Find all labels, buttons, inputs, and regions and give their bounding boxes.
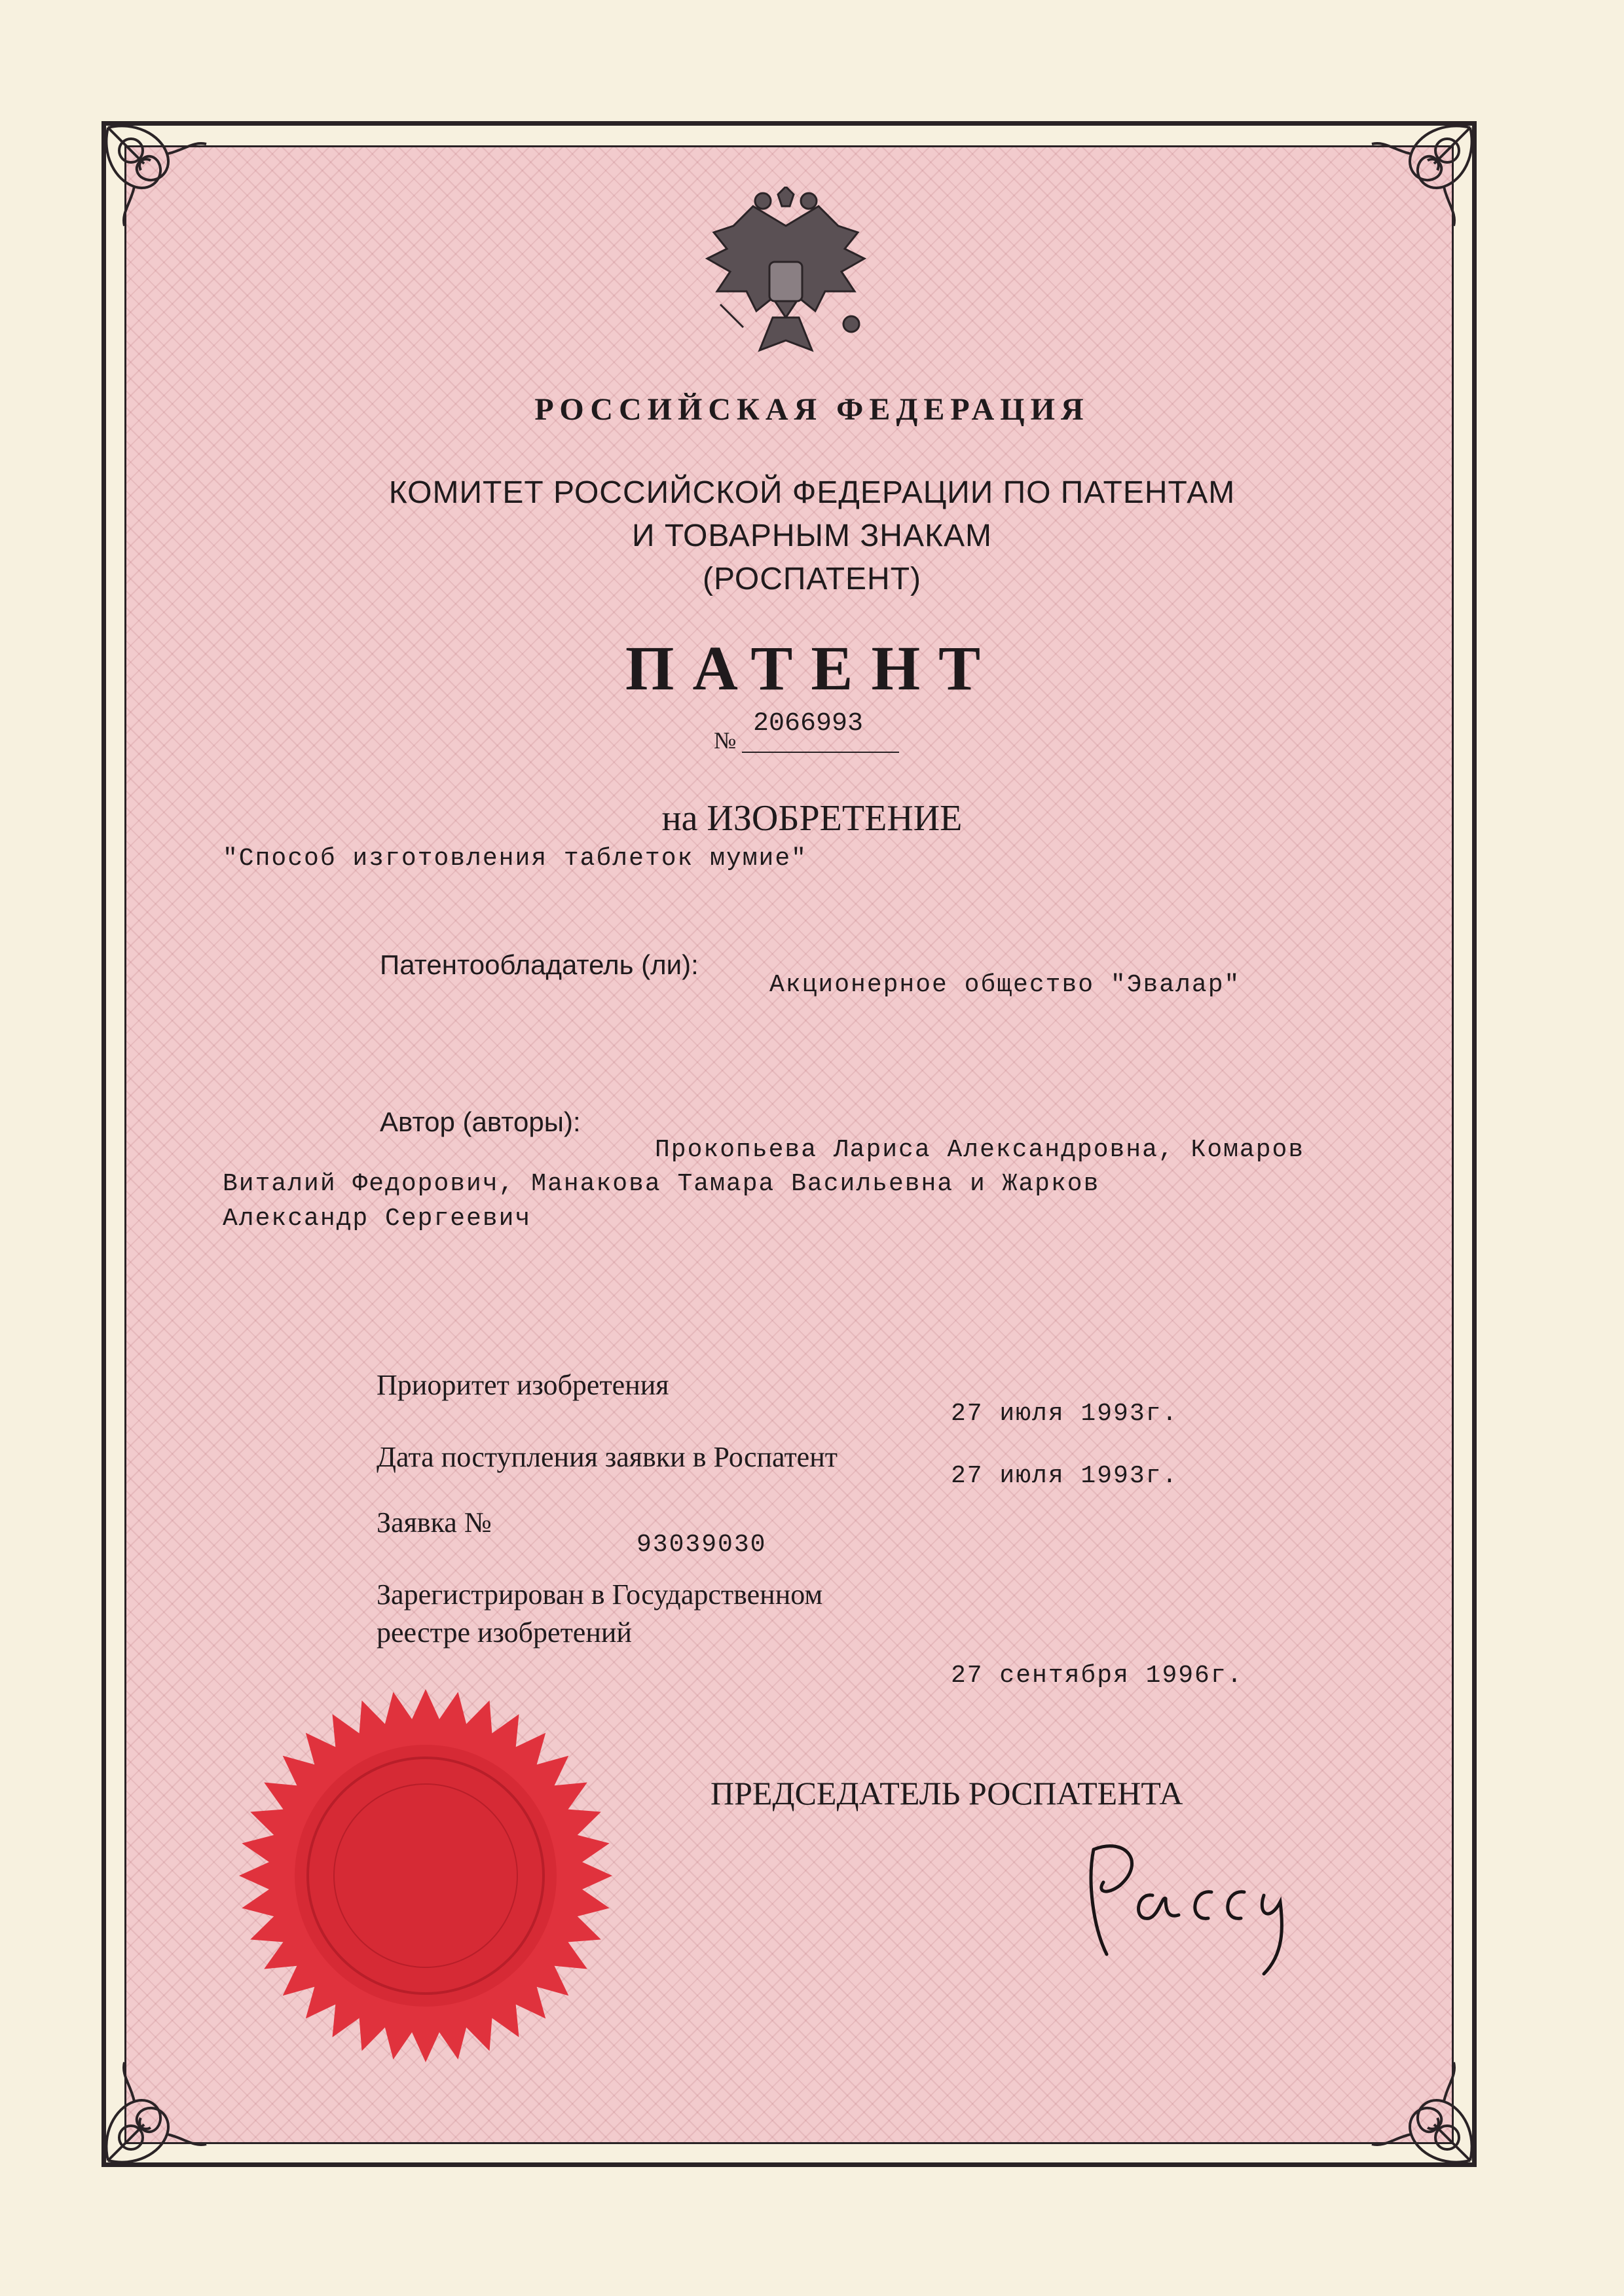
number-sign: № xyxy=(714,727,737,754)
registered-label: реестре изобретений xyxy=(377,1616,632,1649)
corner-ornament-icon xyxy=(95,115,226,246)
application-number: 93039030 xyxy=(637,1531,767,1559)
invention-label: на ИЗОБРЕТЕНИЕ xyxy=(661,798,963,839)
chairman-title: ПРЕДСЕДАТЕЛЬ РОСПАТЕНТА xyxy=(710,1775,1183,1812)
registered-date: 27 сентября 1996г. xyxy=(951,1662,1244,1690)
authors-line: Александр Сергеевич xyxy=(223,1205,532,1233)
priority-label: Приоритет изобретения xyxy=(377,1369,669,1401)
holder-value: Акционерное общество "Эвалар" xyxy=(769,971,1241,999)
committee-line: И ТОВАРНЫМ ЗНАКАМ xyxy=(632,519,992,553)
invention-title: "Способ изготовления таблеток мумие" xyxy=(223,845,807,873)
authors-line: Прокопьева Лариса Александровна, Комаров xyxy=(655,1136,1305,1164)
filing-label: Дата поступления заявки в Роспатент xyxy=(377,1441,838,1473)
holder-label: Патентообладатель (ли): xyxy=(380,949,699,980)
corner-ornament-icon xyxy=(1352,2043,1483,2174)
double-headed-eagle-emblem-icon xyxy=(694,187,877,383)
patent-number: 2066993 xyxy=(753,709,864,738)
priority-date: 27 июля 1993г. xyxy=(951,1400,1179,1428)
country-heading: РОССИЙСКАЯ ФЕДЕРАЦИЯ xyxy=(534,392,1090,427)
number-underline xyxy=(742,752,899,753)
filing-date: 27 июля 1993г. xyxy=(951,1462,1179,1490)
corner-ornament-icon xyxy=(1352,115,1483,246)
authors-line: Виталий Федорович, Манакова Тамара Васильевна и Жарков xyxy=(223,1170,1100,1198)
committee-name xyxy=(0,471,1624,601)
committee-line: КОМИТЕТ РОССИЙСКОЙ ФЕДЕРАЦИИ ПО ПАТЕНТАМ xyxy=(388,475,1236,510)
authors-label: Автор (авторы): xyxy=(380,1106,581,1137)
corner-ornament-icon xyxy=(95,2043,226,2174)
committee-line: (РОСПАТЕНТ) xyxy=(702,562,921,596)
signature-icon xyxy=(1067,1823,1316,1987)
red-seal-icon xyxy=(236,1686,616,2066)
document-title: ПАТЕНТ xyxy=(625,633,999,703)
registered-label: Зарегистрирован в Государственном xyxy=(377,1578,823,1611)
application-label: Заявка № xyxy=(377,1506,492,1539)
